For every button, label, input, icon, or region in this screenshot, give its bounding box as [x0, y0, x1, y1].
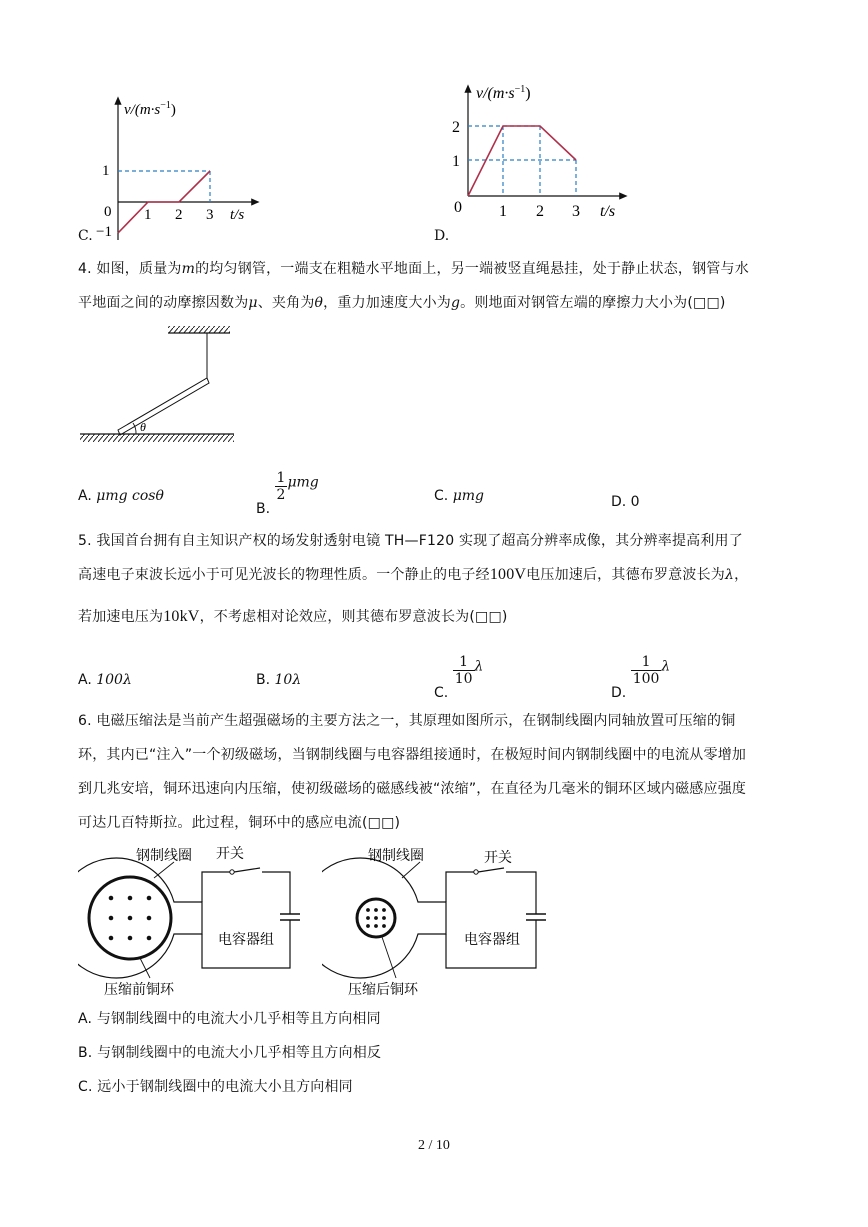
- velocity-line: [468, 126, 576, 196]
- circuit-wire: [202, 872, 230, 902]
- ring-label: 压缩后铜环: [348, 982, 418, 998]
- graph-c: [78, 92, 268, 244]
- q4-line1: 4. 如图，质量为m的均匀钢管，一端支在粗糙水平地面上，另一端被竖直绳悬挂，处于静止状态，钢管与水: [78, 261, 749, 277]
- q5-option-b: B. 10λ: [256, 672, 302, 688]
- page-number: 2 / 10: [418, 1138, 450, 1153]
- tick-x-3: 3: [206, 207, 214, 223]
- ring-label: 压缩前铜环: [104, 982, 174, 998]
- q5-line1: 5. 我国首台拥有自主知识产权的场发射透射电镜 TH—F120 实现了超高分辨率成像，其分辨率提高利用了: [78, 533, 743, 549]
- circuit-wire-right: [262, 872, 290, 914]
- switch-label: 开关: [216, 846, 244, 862]
- q6-line2: 环，其内已“注入”一个初级磁场，当钢制线圈与电容器组接通时，在极短时间内钢制线圈中的电流从零增加: [78, 747, 747, 763]
- q6-option-c: C. 远小于钢制线圈中的电流大小且方向相同: [78, 1079, 353, 1095]
- steel-pipe: [118, 378, 209, 435]
- tick-x-3: 3: [572, 203, 580, 220]
- q6-option-a: A. 与钢制线圈中的电流大小几乎相等且方向相同: [78, 1011, 381, 1027]
- y-axis-label: $v/(m\cdot s^{-1})$: [476, 84, 531, 102]
- tick-y-2: 2: [452, 119, 460, 136]
- tick-x-1: 1: [144, 207, 152, 223]
- q4-figure: [78, 322, 242, 446]
- option-d-label: D.: [434, 228, 450, 244]
- q5-option-a: A. 100λ: [78, 672, 132, 688]
- circuit-wire-right: [506, 872, 536, 914]
- q4-option-d: D. 0: [611, 494, 640, 510]
- coil-pointer: [154, 862, 174, 878]
- q6-line3: 到几兆安培，铜环迅速向内压缩，使初级磁场的磁感线被“浓缩”，在直径为几毫米的铜环区域内磁感应强度: [78, 781, 747, 797]
- capacitor-label: 电容器组: [464, 932, 520, 948]
- neg-tick: −1: [96, 224, 112, 240]
- q4-line2: 平地面之间的动摩擦因数为μ、夹角为θ，重力加速度大小为g。则地面对钢管左端的摩擦力大小为(□□): [78, 295, 726, 311]
- switch-label: 开关: [484, 850, 512, 866]
- circuit-wire: [446, 872, 474, 902]
- q6-figure-before: [78, 840, 300, 1000]
- q4-option-b: B. $\frac{1}{2}$ μmg: [256, 470, 319, 517]
- coil-label: 钢制线圈: [368, 848, 424, 864]
- tick-x-1: 1: [499, 203, 507, 220]
- ceiling-hatch: [168, 326, 230, 333]
- switch-pivot: [474, 870, 478, 874]
- q4-option-c: C. μmg: [434, 488, 485, 504]
- capacitor-label: 电容器组: [218, 932, 274, 948]
- q5-line3: 若加速电压为10kV，不考虑相对论效应，则其德布罗意波长为(□□): [78, 608, 508, 625]
- coil-pointer: [402, 862, 420, 878]
- origin-label: 0: [104, 204, 112, 220]
- coil-label: 钢制线圈: [136, 848, 192, 864]
- q6-figure-after: [322, 840, 548, 1000]
- x-axis-label: t/s: [230, 207, 245, 223]
- origin-label: 0: [454, 199, 462, 216]
- graph-d: [432, 78, 632, 228]
- field-dots: [366, 908, 386, 928]
- q5-option-c: C. $\frac{1}{10}$ λ: [434, 654, 484, 701]
- y-axis-label: $v/(m\cdot s^{-1})$: [124, 100, 176, 118]
- theta-label: θ: [140, 420, 146, 434]
- q4-option-a: A. μmg cosθ: [78, 488, 164, 504]
- switch-pivot: [230, 870, 234, 874]
- x-axis-label: t/s: [600, 203, 616, 220]
- q5-option-d: D. $\frac{1}{100}$ λ: [611, 654, 671, 701]
- switch-blade: [478, 868, 504, 872]
- switch-blade: [234, 868, 260, 872]
- tick-x-2: 2: [536, 203, 544, 220]
- option-c-label: C.: [78, 228, 93, 244]
- tick-x-2: 2: [175, 207, 183, 223]
- q6-line4: 可达几百特斯拉。此过程，铜环中的感应电流(□□): [78, 815, 401, 831]
- ground-hatch: [80, 434, 234, 442]
- tick-y-1: 1: [102, 163, 110, 179]
- tick-y-1: 1: [452, 153, 460, 170]
- q5-line2: 高速电子束波长远小于可见光波长的物理性质。一个静止的电子经100V电压加速后，其德布罗意波长为λ，: [78, 566, 749, 583]
- q6-line1: 6. 电磁压缩法是当前产生超强磁场的主要方法之一，其原理如图所示，在钢制线圈内同轴放置可压缩的铜: [78, 713, 736, 729]
- q6-option-b: B. 与钢制线圈中的电流大小几乎相等且方向相反: [78, 1045, 382, 1061]
